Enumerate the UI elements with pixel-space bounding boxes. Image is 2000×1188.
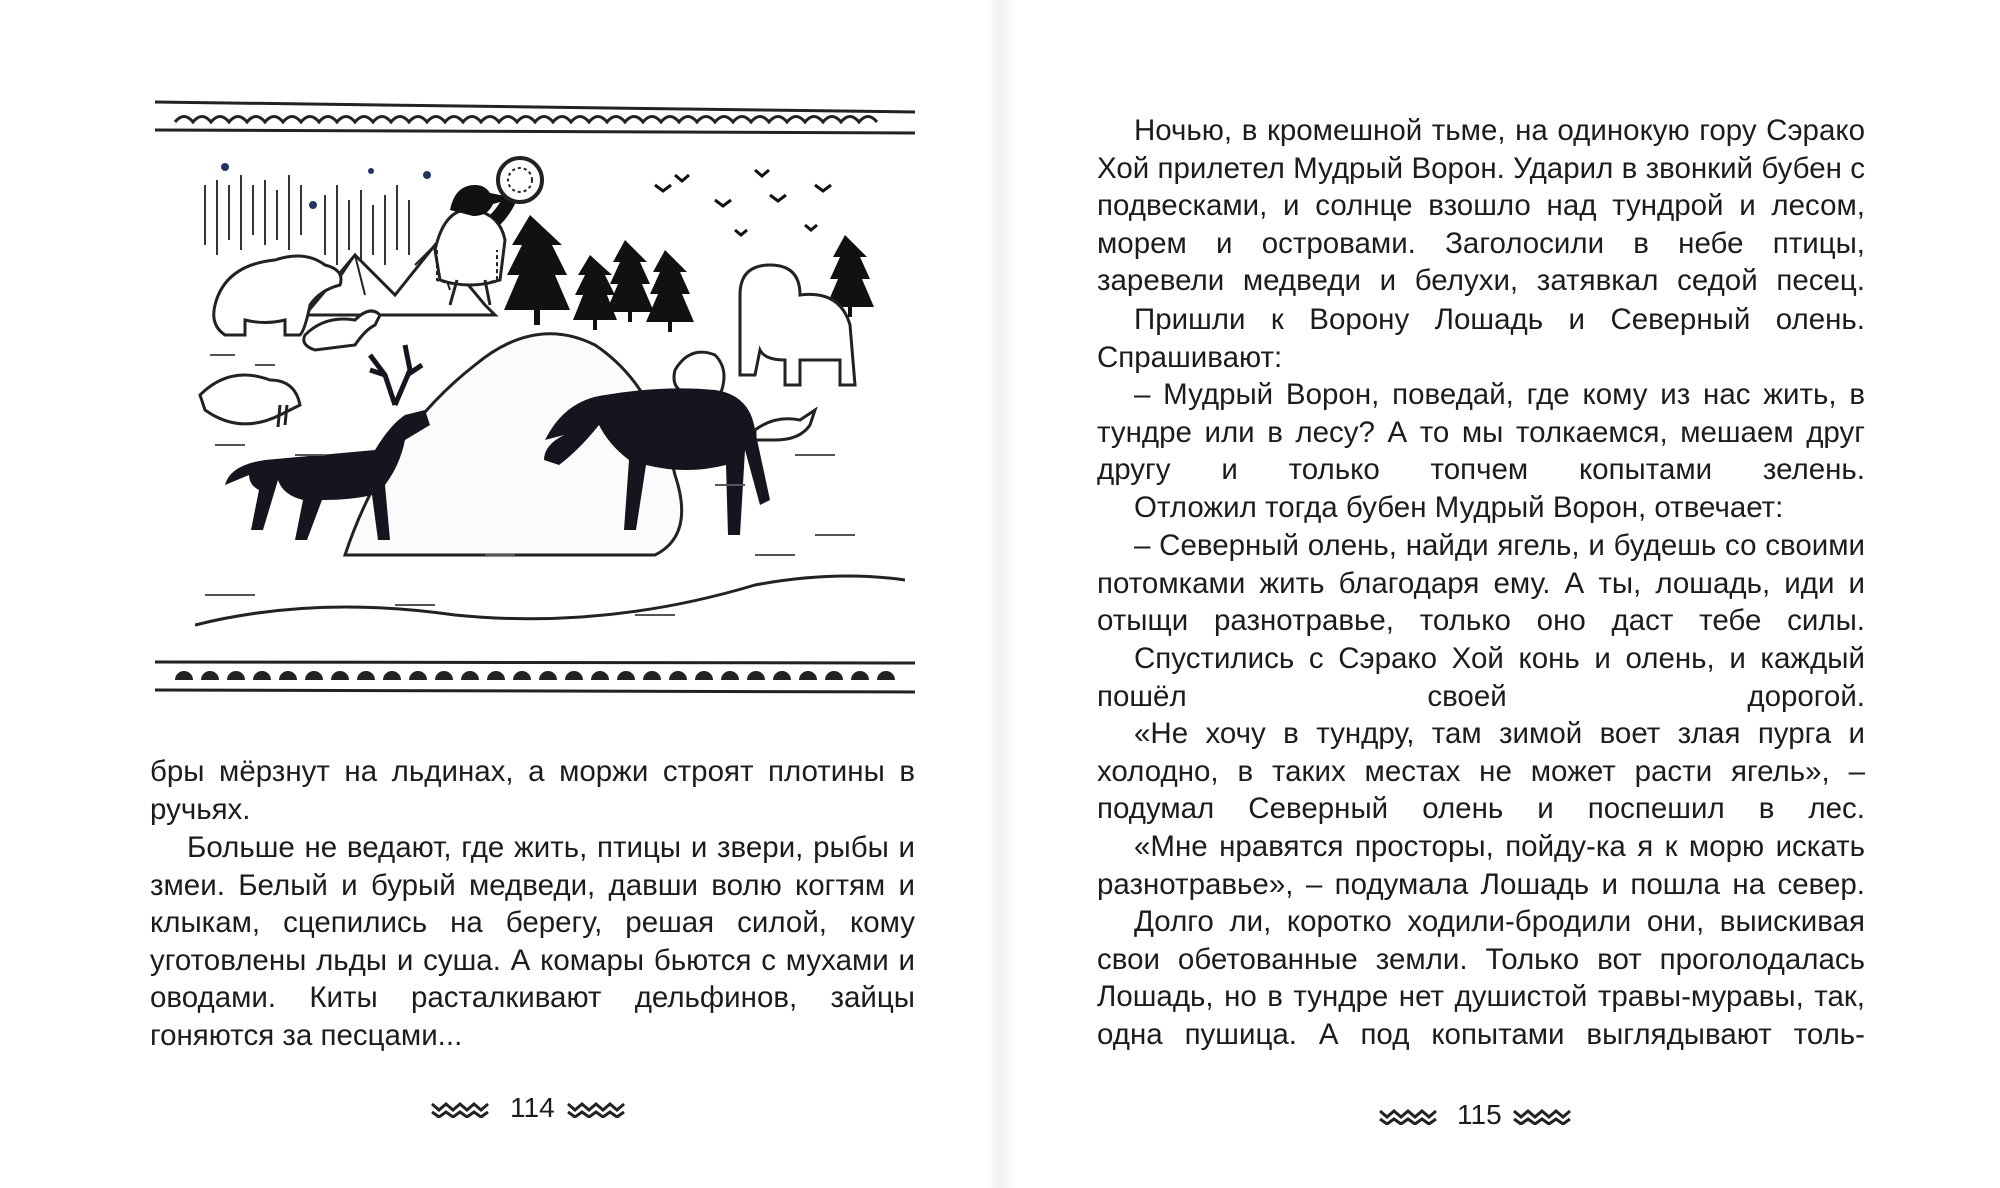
folio-ornament-right-2 — [1512, 1105, 1574, 1125]
right-paragraph-9: Долго ли, коротко ходили-бродили они, выискивая свои обетованные земли. Только вот проголодалась Лошадь, но в тундре нет душистой травы-муравы, так, одна пушица. А под копытами выглядывают толь- — [1097, 905, 1865, 1051]
aurora-lines — [205, 175, 409, 265]
right-paragraph-5: – Северный олень, найди ягель, и будешь со своими потомками жить благодаря ему. А ты, лошадь, иди и отыщи разнотравье, только оно даст тебе силы. — [1097, 529, 1865, 637]
right-paragraph-3: – Мудрый Ворон, поведай, где кому из нас жить, в тундре или в лесу? А то мы толкаемся, мешаем друг другу и только топчем копытами зелень. — [1097, 378, 1865, 486]
left-paragraph-1: бры мёрзнут на льдинах, а моржи строят плотины в ручьях. — [150, 755, 915, 826]
right-paragraph-1: Ночью, в кромешной тьме, на одинокую гору Сэрако Хой прилетел Мудрый Ворон. Ударил в звонкий бубен с подвесками, и солнце взошло над тундрой и лесом, морем и островами. Заголосили в небе птицы, заревели медведи и белухи, затявкал седой песец. — [1097, 114, 1865, 297]
left-paragraph-2: Больше не ведают, где жить, птицы и звери, рыбы и змеи. Белый и бурый медведи, давши волю когтям и клыкам, сцепились на берегу, решая силой, кому уготовлены льды и суша. А комары бьются с мухами и оводами. Киты расталкивают дельфинов, зайцы гоняются за песцами... — [150, 831, 915, 1052]
right-paragraph-4: Отложил тогда бубен Мудрый Ворон, отвечает: — [1134, 491, 1784, 524]
bottom-ornament-border — [155, 660, 915, 696]
folio-ornament-left-2 — [566, 1098, 628, 1118]
folio-ornament-right — [1378, 1105, 1440, 1125]
page-number-left: 114 — [510, 1092, 555, 1123]
right-paragraph-8: «Мне нравятся просторы, пойду-ка я к морю искать разнотравье», – подумала Лошадь и пошла на север. — [1097, 830, 1865, 901]
right-paragraph-6: Спустились с Сэрако Хой конь и олень, и каждый пошёл своей дорогой. — [1097, 642, 1865, 713]
snowflake-stars — [221, 163, 446, 278]
right-page — [1000, 0, 2000, 1188]
right-paragraph-7: «Не хочу в тундру, там зимой воет злая пурга и холодно, в таких местах не может расти ягель», – подумал Северный олень и поспешил в лес. — [1097, 717, 1865, 825]
flying-birds — [655, 170, 831, 235]
hare — [755, 410, 815, 440]
right-paragraph-2: Пришли к Ворону Лошадь и Северный олень. Спрашивают: — [1097, 303, 1865, 374]
folio-ornament-left — [430, 1098, 492, 1118]
page-number-right: 115 — [1457, 1099, 1502, 1130]
top-ornament-border — [155, 100, 915, 136]
arctic-fox — [304, 311, 380, 350]
tundra-illustration — [195, 155, 905, 645]
